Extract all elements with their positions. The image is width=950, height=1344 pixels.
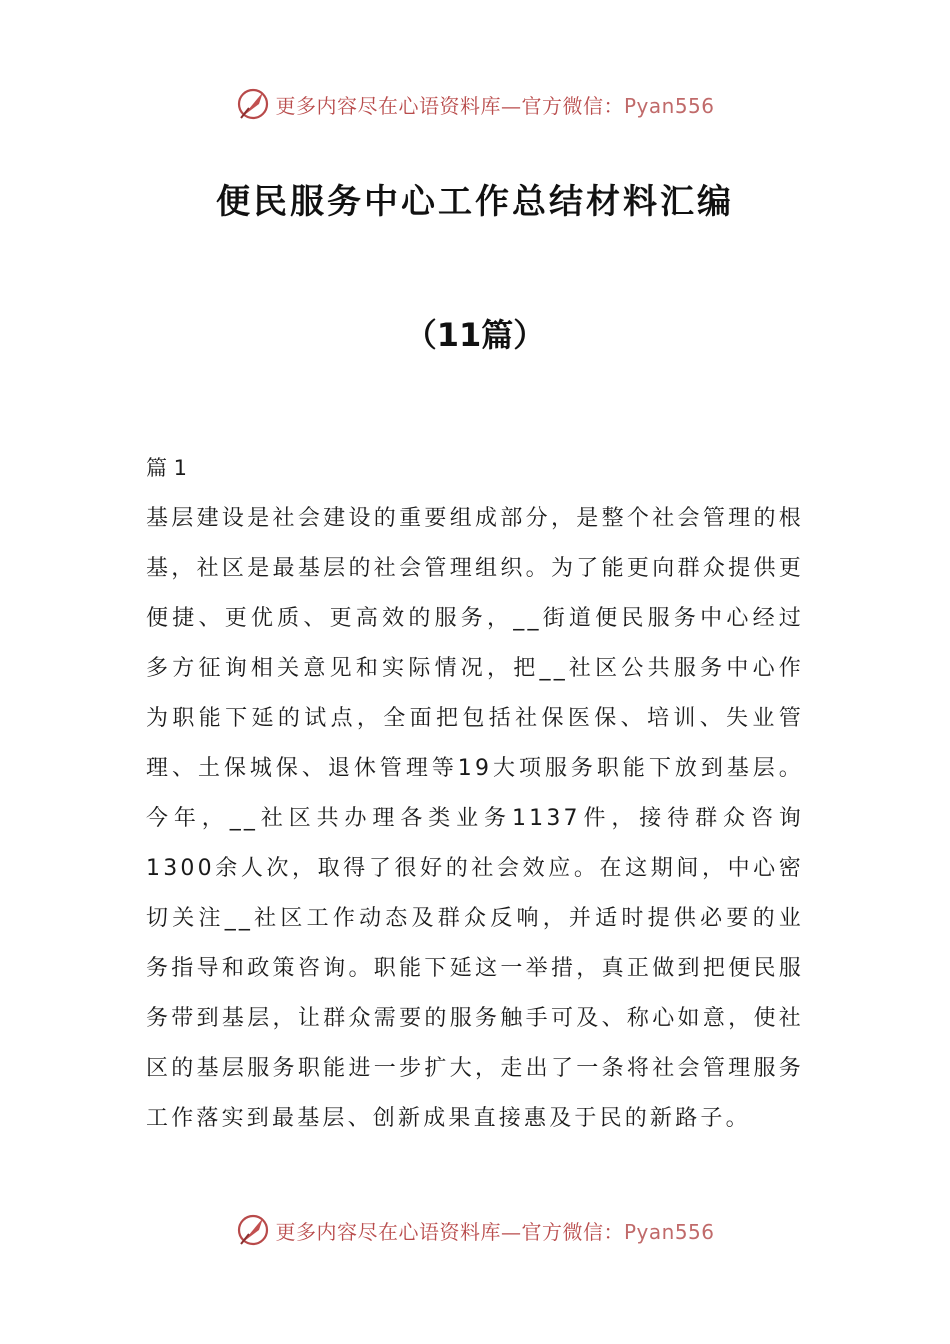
quill-pen-logo-icon xyxy=(235,1212,271,1248)
footer-watermark-text: 更多内容尽在心语资料库—官方微信：Pyan556 xyxy=(275,1219,715,1244)
document-title: 便民服务中心工作总结材料汇编 xyxy=(216,182,734,222)
body-paragraph: 基层建设是社会建设的重要组成部分，是整个社会管理的根基，社区是最基层的社会管理组织。为了能更向群众提供更便捷、更优质、更高效的服务，__街道便民服务中心经过多方征询相关意见和实际情况，把__社区公共服务中心作为职能下延的试点，全面把包括社保医保、培训、失业管理、土保城保、退休管理等19大项服务职能下放到基层。今年，__社区共办理各类业务1137件，接待群众咨询1300余人次，取得了很好的社会效应。在这期间，中心密切关注__社区工作动态及群众反响，并适时提供必要的业务指导和政策咨询。职能下延这一举措，真正做到把便民服务带到基层，让群众需要的服务触手可及、称心如意，使社区的基层服务职能进一步扩大，走出了一条将社会管理服务工作落实到最基层、创新成果直接惠及于民的新路子。 xyxy=(146,506,804,1131)
header-wechat-id: Pyan556 xyxy=(623,93,715,118)
footer-watermark-banner xyxy=(0,1208,950,1252)
document-subtitle: （11篇） xyxy=(404,316,546,354)
footer-wechat-id: Pyan556 xyxy=(623,1219,715,1244)
section-label: 篇 1 xyxy=(146,456,188,480)
header-watermark-text: 更多内容尽在心语资料库—官方微信：Pyan556 xyxy=(275,93,715,118)
quill-pen-logo-icon xyxy=(235,86,271,122)
header-watermark-banner xyxy=(0,82,950,126)
